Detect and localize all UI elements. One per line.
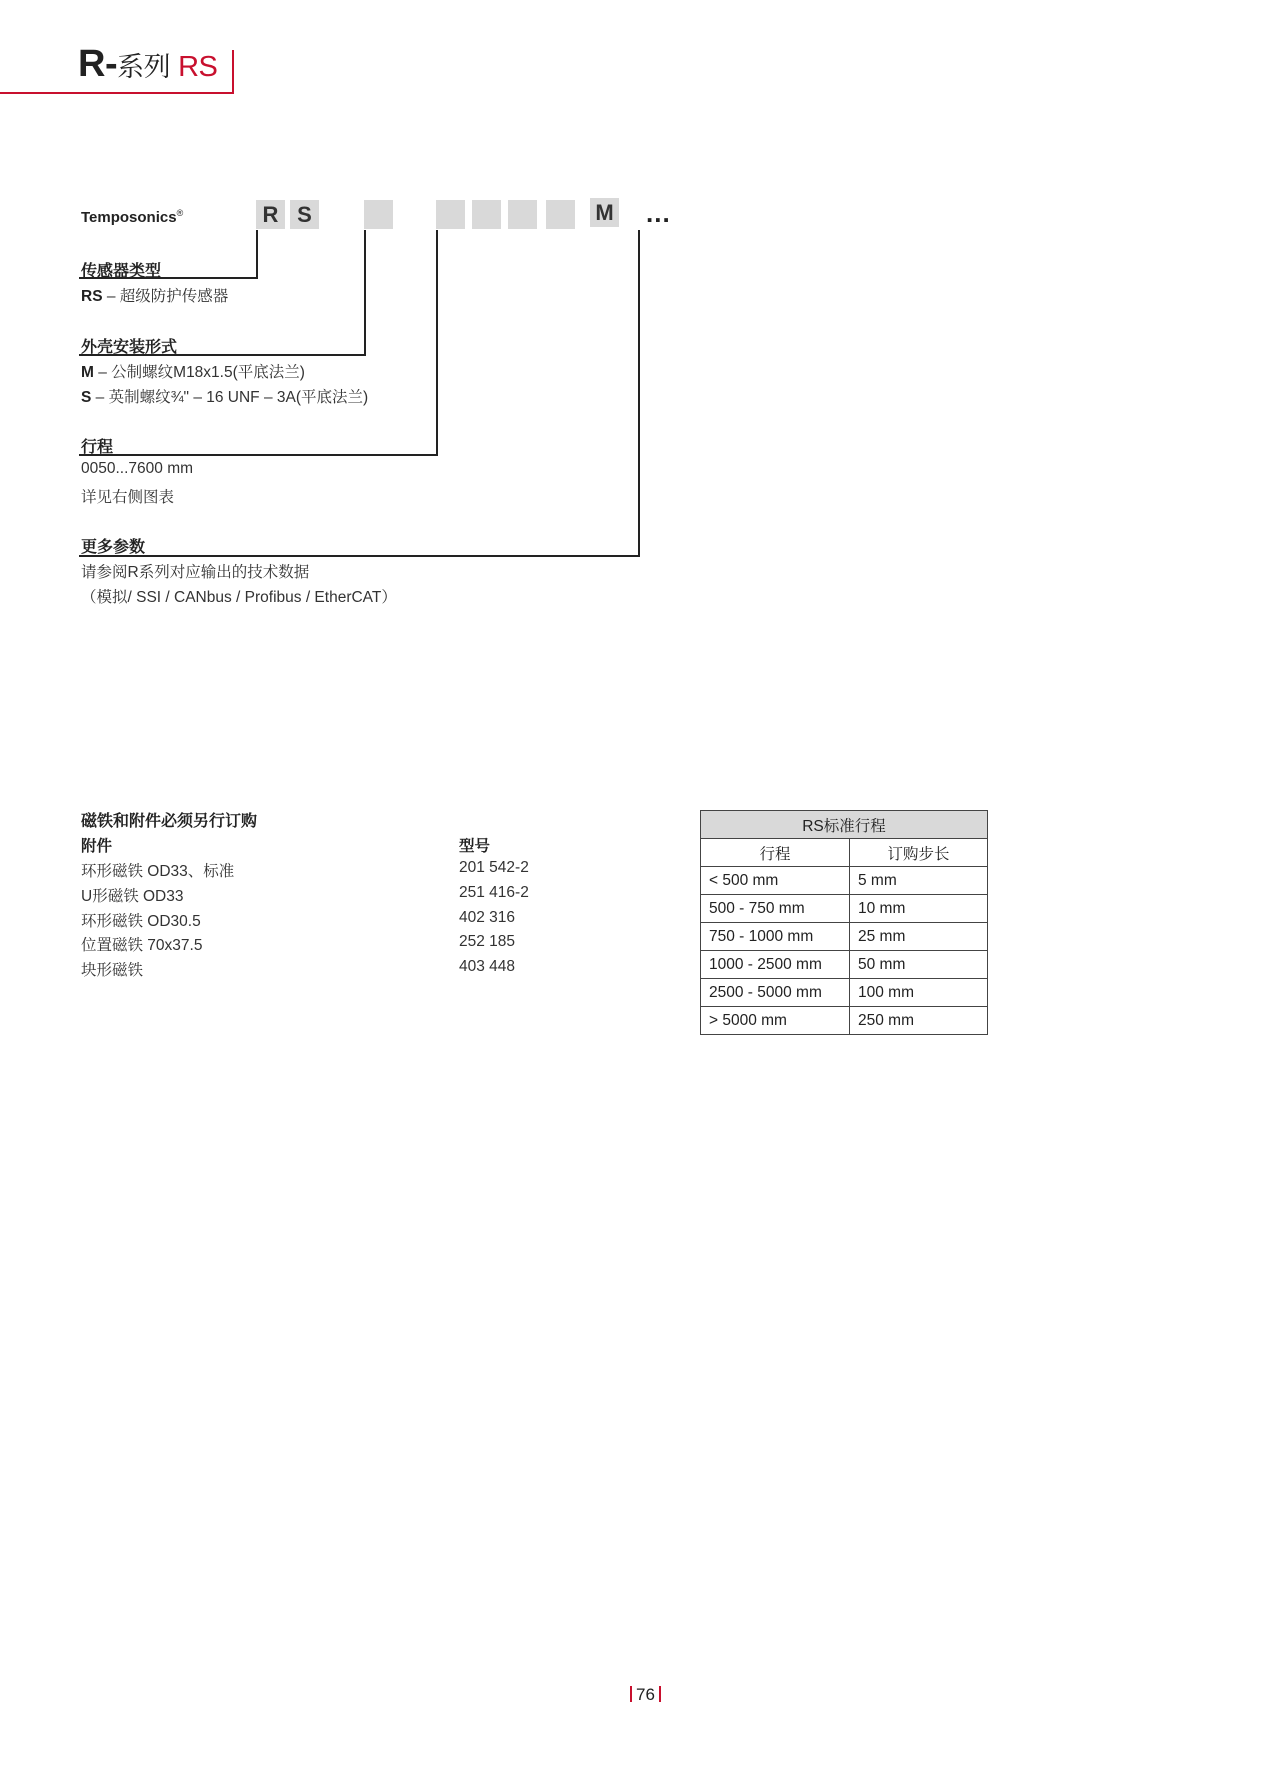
table-row: 500 - 750 mm 10 mm: [701, 895, 988, 923]
code-box-stroke-3: [508, 200, 537, 229]
brand-label: Temposonics®: [81, 208, 184, 226]
connector-housing-v: [364, 230, 366, 356]
stroke-note: 详见右侧图表: [81, 489, 175, 506]
code-box-housing: [364, 200, 393, 229]
more-params-line1: 请参阅R系列对应输出的技术数据: [81, 564, 310, 581]
connector-sensor-v: [256, 230, 258, 278]
stroke-range: 0050...7600 mm: [81, 460, 194, 477]
accessory-row: 环形磁铁 OD33、标准 201 542-2: [81, 859, 529, 880]
accessory-row: U形磁铁 OD33 251 416-2: [81, 884, 529, 905]
housing-title: 外壳安装形式: [81, 339, 178, 356]
stroke-table-col-stroke: 行程: [701, 839, 850, 867]
stroke-table-col-step: 订购步长: [850, 839, 988, 867]
code-box-stroke-1: [436, 200, 465, 229]
table-row: < 500 mm 5 mm: [701, 867, 988, 895]
accessories-col-name: 附件: [81, 838, 113, 855]
connector-more-v: [638, 230, 640, 557]
connector-stroke-v: [436, 230, 438, 456]
sensor-type-line: RS – 超级防护传感器: [81, 288, 229, 305]
header-series: 系列: [117, 52, 171, 82]
table-row: > 5000 mm 250 mm: [701, 1007, 988, 1035]
page-number: 76: [626, 1685, 665, 1705]
code-box-s: S: [290, 200, 319, 229]
header-divider: [232, 50, 234, 94]
accessory-row: 环形磁铁 OD30.5 402 316: [81, 909, 516, 930]
sensor-type-title: 传感器类型: [81, 263, 162, 280]
page-header-title: [78, 44, 217, 87]
code-box-r: R: [256, 200, 285, 229]
header-rs: RS: [178, 51, 218, 83]
housing-line-m: M – 公制螺纹M18x1.5(平底法兰): [81, 364, 305, 381]
table-row: 750 - 1000 mm 25 mm: [701, 923, 988, 951]
code-ellipsis: ...: [646, 198, 671, 228]
accessories-title: 磁铁和附件必须另行订购: [81, 813, 258, 830]
accessories-header: [81, 834, 541, 858]
table-row: 1000 - 2500 mm 50 mm: [701, 951, 988, 979]
header-r: R: [78, 43, 105, 85]
housing-line-s: S – 英制螺纹¾" – 16 UNF – 3A(平底法兰): [81, 389, 369, 406]
header-underline: [0, 92, 232, 94]
stroke-table-caption: RS标准行程: [701, 811, 988, 839]
code-box-m: M: [590, 198, 619, 227]
page-number-bar-right: [659, 1686, 661, 1702]
page-number-bar-left: [630, 1686, 632, 1702]
accessory-row: 位置磁铁 70x37.5 252 185: [81, 933, 516, 954]
accessories-col-model: 型号: [459, 838, 491, 855]
stroke-title: 行程: [81, 439, 114, 456]
code-box-stroke-2: [472, 200, 501, 229]
table-row: 2500 - 5000 mm 100 mm: [701, 979, 988, 1007]
more-params-title: 更多参数: [81, 539, 146, 556]
more-params-line2: （模拟/ SSI / CANbus / Profibus / EtherCAT）: [81, 589, 397, 606]
code-box-stroke-4: [546, 200, 575, 229]
connector-stroke-h: [79, 454, 438, 456]
stroke-table: [700, 810, 988, 1035]
connector-more-h: [79, 555, 640, 557]
accessory-row: 块形磁铁 403 448: [81, 958, 516, 979]
header-dash: -: [104, 43, 118, 85]
